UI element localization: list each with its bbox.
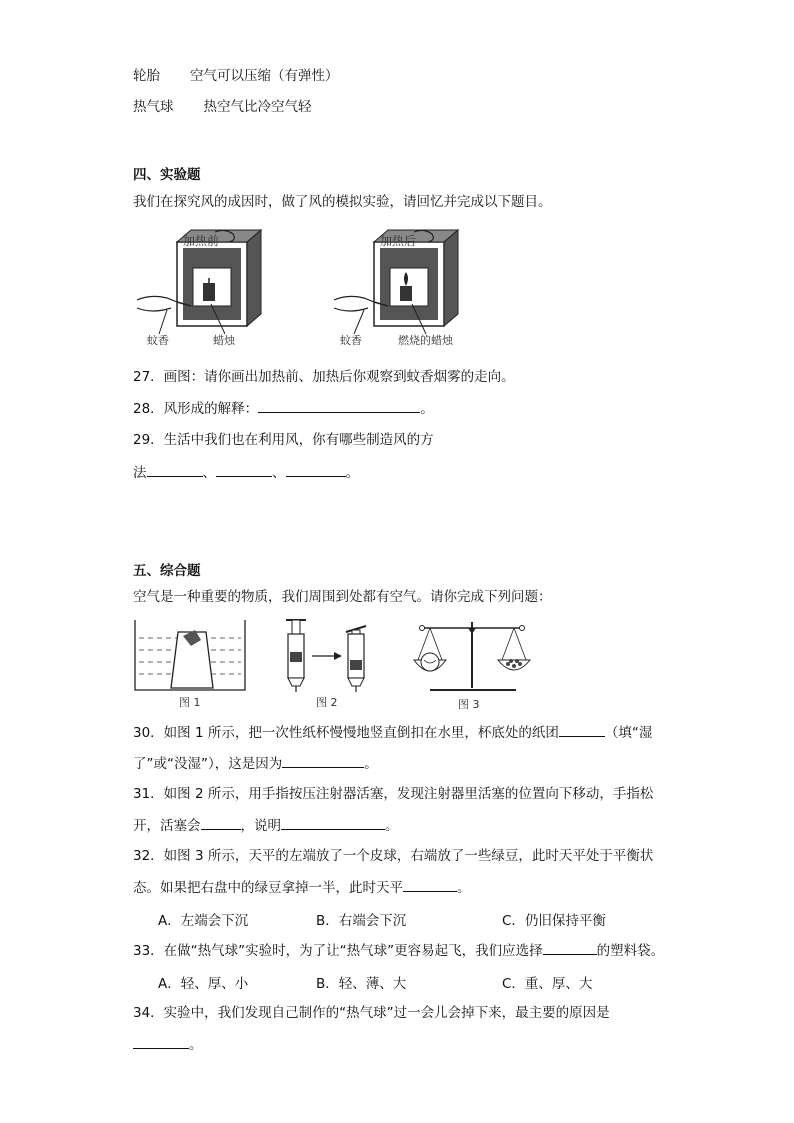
match-left: 轮胎 xyxy=(133,68,160,84)
question-text: 。 xyxy=(457,880,471,896)
question-text: 。 xyxy=(189,1037,203,1053)
question-text: 开，活塞会 xyxy=(133,818,201,834)
figure-title: 加热后 xyxy=(380,234,417,248)
question-text: 法 xyxy=(133,465,147,481)
separator: 、 xyxy=(272,465,286,481)
answer-blank[interactable] xyxy=(133,1034,189,1049)
question-text: 。 xyxy=(345,465,359,481)
option-c[interactable]: C．重、厚、大 xyxy=(502,976,593,992)
separator: 、 xyxy=(202,465,216,481)
question-29: 29．生活中我们也在利用风，你有哪些制造风的方 xyxy=(133,432,434,448)
section-intro: 我们在探究风的成因时，做了风的模拟实验，请回忆并完成以下题目。 xyxy=(133,194,552,210)
question-27: 27．画图：请你画出加热前、加热后你观察到蚊香烟雾的走向。 xyxy=(133,369,515,385)
match-left: 热气球 xyxy=(133,99,174,115)
question-text: 。 xyxy=(364,756,378,772)
label-candle: 蜡烛 xyxy=(213,334,235,347)
question-29-blanks xyxy=(133,462,359,483)
question-text: 态。如果把右盘中的绿豆拿掉一半，此时天平 xyxy=(133,880,403,896)
question-34: 34．实验中，我们发现自己制作的“热气球”过一会儿会掉下来，最主要的原因是 xyxy=(133,1005,610,1021)
question-32-cont xyxy=(133,877,471,898)
figure-title: 加热前 xyxy=(183,234,220,248)
question-text: 的塑料袋。 xyxy=(596,943,665,959)
question-30 xyxy=(133,722,652,743)
match-right: 热空气比冷空气轻 xyxy=(203,99,312,115)
answer-blank[interactable] xyxy=(258,398,420,413)
question-text: ，说明 xyxy=(240,818,281,834)
label-mosquito-coil: 蚊香 xyxy=(340,334,362,347)
question-text: 28．风形成的解释： xyxy=(133,401,259,417)
answer-blank[interactable] xyxy=(281,815,385,830)
match-row-2 xyxy=(133,97,312,117)
question-text: 30．如图 1 所示，把一次性纸杯慢慢地竖直倒扣在水里，杯底处的纸团 xyxy=(133,725,559,741)
option-a[interactable]: A．轻、厚、小 xyxy=(158,976,249,992)
answer-blank[interactable] xyxy=(559,722,605,737)
figure-caption: 图 2 xyxy=(316,696,338,709)
question-33 xyxy=(133,940,664,961)
question-text: 了”或“没湿”），这是因为 xyxy=(133,756,283,772)
answer-blank[interactable] xyxy=(403,877,457,892)
figure-2-syringe xyxy=(280,614,380,710)
option-c[interactable]: C．仍旧保持平衡 xyxy=(502,913,606,929)
option-b[interactable]: B．轻、薄、大 xyxy=(316,976,407,992)
question-text: （填“湿 xyxy=(604,725,653,741)
option-b[interactable]: B．右端会下沉 xyxy=(316,913,407,929)
answer-blank[interactable] xyxy=(147,462,203,477)
question-text: 。 xyxy=(420,401,434,417)
label-mosquito-coil: 蚊香 xyxy=(147,334,169,347)
question-31-cont xyxy=(133,815,399,836)
section-intro: 空气是一种重要的物质，我们周围到处都有空气。请你完成下列问题： xyxy=(133,589,552,605)
answer-blank[interactable] xyxy=(201,815,241,830)
figure-caption: 图 3 xyxy=(458,698,480,711)
figure-1-cup-in-water xyxy=(133,618,248,710)
question-text: 33．在做“热气球”实验时，为了让“热气球”更容易起飞，我们应选择 xyxy=(133,943,543,959)
question-30-cont xyxy=(133,753,378,774)
question-31: 31．如图 2 所示，用手指按压注射器活塞，发现注射器里活塞的位置向下移动，手指松 xyxy=(133,786,654,802)
section-heading: 五、综合题 xyxy=(133,563,201,579)
label-burning-candle: 燃烧的蜡烛 xyxy=(398,334,453,347)
answer-blank[interactable] xyxy=(216,462,272,477)
question-text: 。 xyxy=(385,818,399,834)
figure-3-balance xyxy=(410,620,540,710)
experiment-figure-before xyxy=(133,228,273,353)
match-row-1 xyxy=(133,66,339,86)
question-32: 32．如图 3 所示，天平的左端放了一个皮球，右端放了一些绿豆，此时天平处于平衡状 xyxy=(133,848,654,864)
section-heading: 四、实验题 xyxy=(133,167,201,183)
answer-blank[interactable] xyxy=(543,940,597,955)
question-28 xyxy=(133,398,434,419)
match-right: 空气可以压缩（有弹性） xyxy=(190,68,339,84)
answer-blank[interactable] xyxy=(282,753,364,768)
option-a[interactable]: A．左端会下沉 xyxy=(158,913,249,929)
answer-blank[interactable] xyxy=(286,462,346,477)
figure-caption: 图 1 xyxy=(179,696,201,709)
experiment-figure-after xyxy=(330,228,480,353)
question-34-cont xyxy=(133,1034,203,1055)
